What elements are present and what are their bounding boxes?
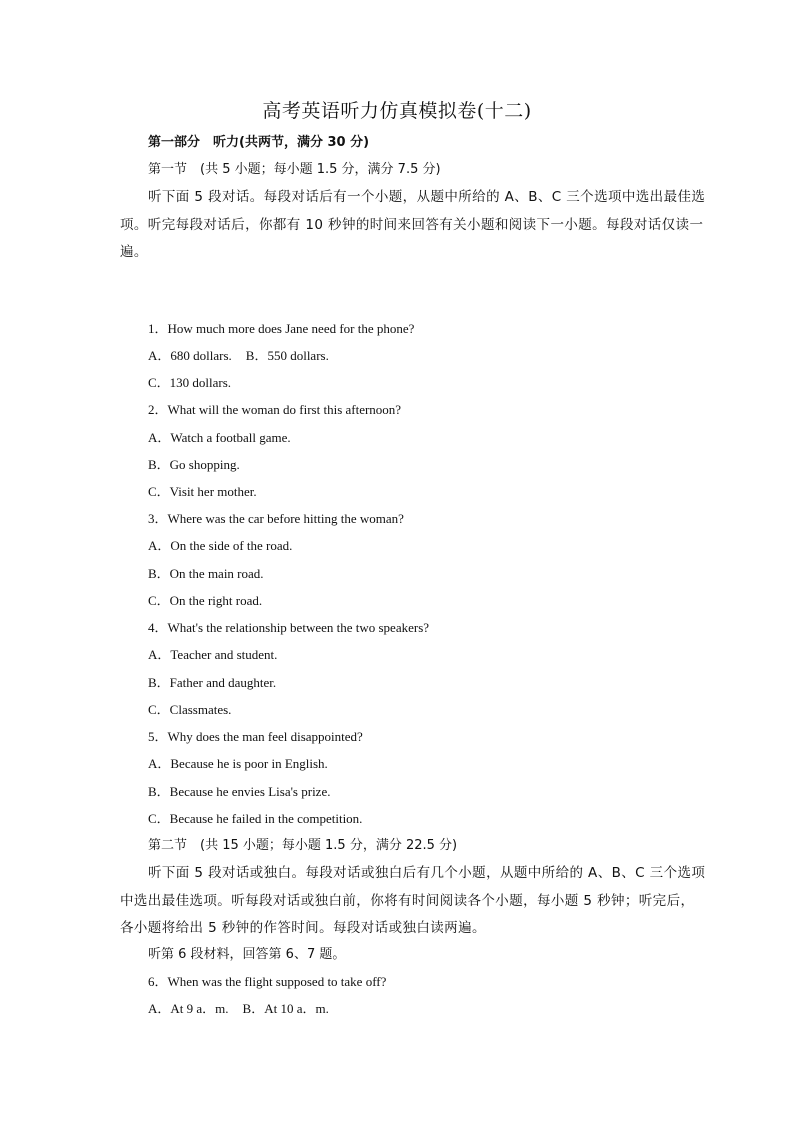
- question-1: 1．How much more does Jane need for the phone?: [148, 321, 415, 336]
- question-5-option-b: B．Because he envies Lisa's prize.: [148, 784, 331, 799]
- question-2: 2．What will the woman do first this afternoon?: [148, 402, 402, 417]
- question-3: 3．Where was the car before hitting the woman?: [148, 511, 404, 526]
- section1-heading: 第一节 (共 5 小题；每小题 1.5 分，满分 7.5 分): [148, 162, 441, 177]
- question-1-option-c: C．130 dollars.: [148, 375, 232, 390]
- page-title: 高考英语听力仿真模拟卷(十二): [262, 100, 532, 122]
- question-2-option-b: B．Go shopping.: [148, 457, 240, 472]
- question-1-options-ab: [148, 347, 329, 365]
- question-1-option-b: B．550 dollars.: [245, 348, 329, 363]
- question-2-option-a: A．Watch a football game.: [148, 430, 291, 445]
- part1-heading: 第一部分 听力(共两节，满分 30 分): [148, 135, 370, 150]
- question-6-option-b: B．At 10 a．m.: [242, 1001, 329, 1016]
- question-3-option-a: A．On the side of the road.: [148, 538, 293, 553]
- material-6-label: 听第 6 段材料，回答第 6、7 题。: [148, 947, 346, 962]
- question-5-option-a: A．Because he is poor in English.: [148, 756, 328, 771]
- question-6-option-a: A．At 9 a．m.: [148, 1001, 229, 1016]
- question-4-option-c: C．Classmates.: [148, 702, 232, 717]
- question-3-option-b: B．On the main road.: [148, 566, 264, 581]
- question-4-option-b: B．Father and daughter.: [148, 675, 277, 690]
- question-4: 4．What's the relationship between the two speakers?: [148, 620, 430, 635]
- question-5: 5．Why does the man feel disappointed?: [148, 729, 363, 744]
- section1-instructions: 听下面 5 段对话。每段对话后有一个小题，从题中所给的 A、B、C 三个选项中选出最佳选项。听完每段对话后，你都有 10 秒钟的时间来回答有关小题和阅读下一小题。每段对话仅读一遍。: [120, 189, 706, 260]
- question-4-option-a: A．Teacher and student.: [148, 647, 278, 662]
- question-3-option-c: C．On the right road.: [148, 593, 263, 608]
- question-1-option-a: A．680 dollars.: [148, 348, 232, 363]
- section2-instructions: 听下面 5 段对话或独白。每段对话或独白后有几个小题，从题中所给的 A、B、C 三个选项中选出最佳选项。听每段对话或独白前，你将有时间阅读各个小题，每小题 5 秒钟；听完后，各小题将给出 5 秒钟的作答时间。每段对话或独白读两遍。: [120, 865, 706, 936]
- question-6-options-ab: [148, 1000, 329, 1018]
- question-2-option-c: C．Visit her mother.: [148, 484, 257, 499]
- section2-heading: 第二节 (共 15 小题；每小题 1.5 分，满分 22.5 分): [148, 838, 458, 853]
- question-5-option-c: C．Because he failed in the competition.: [148, 811, 363, 826]
- question-6: 6．When was the flight supposed to take off?: [148, 974, 387, 989]
